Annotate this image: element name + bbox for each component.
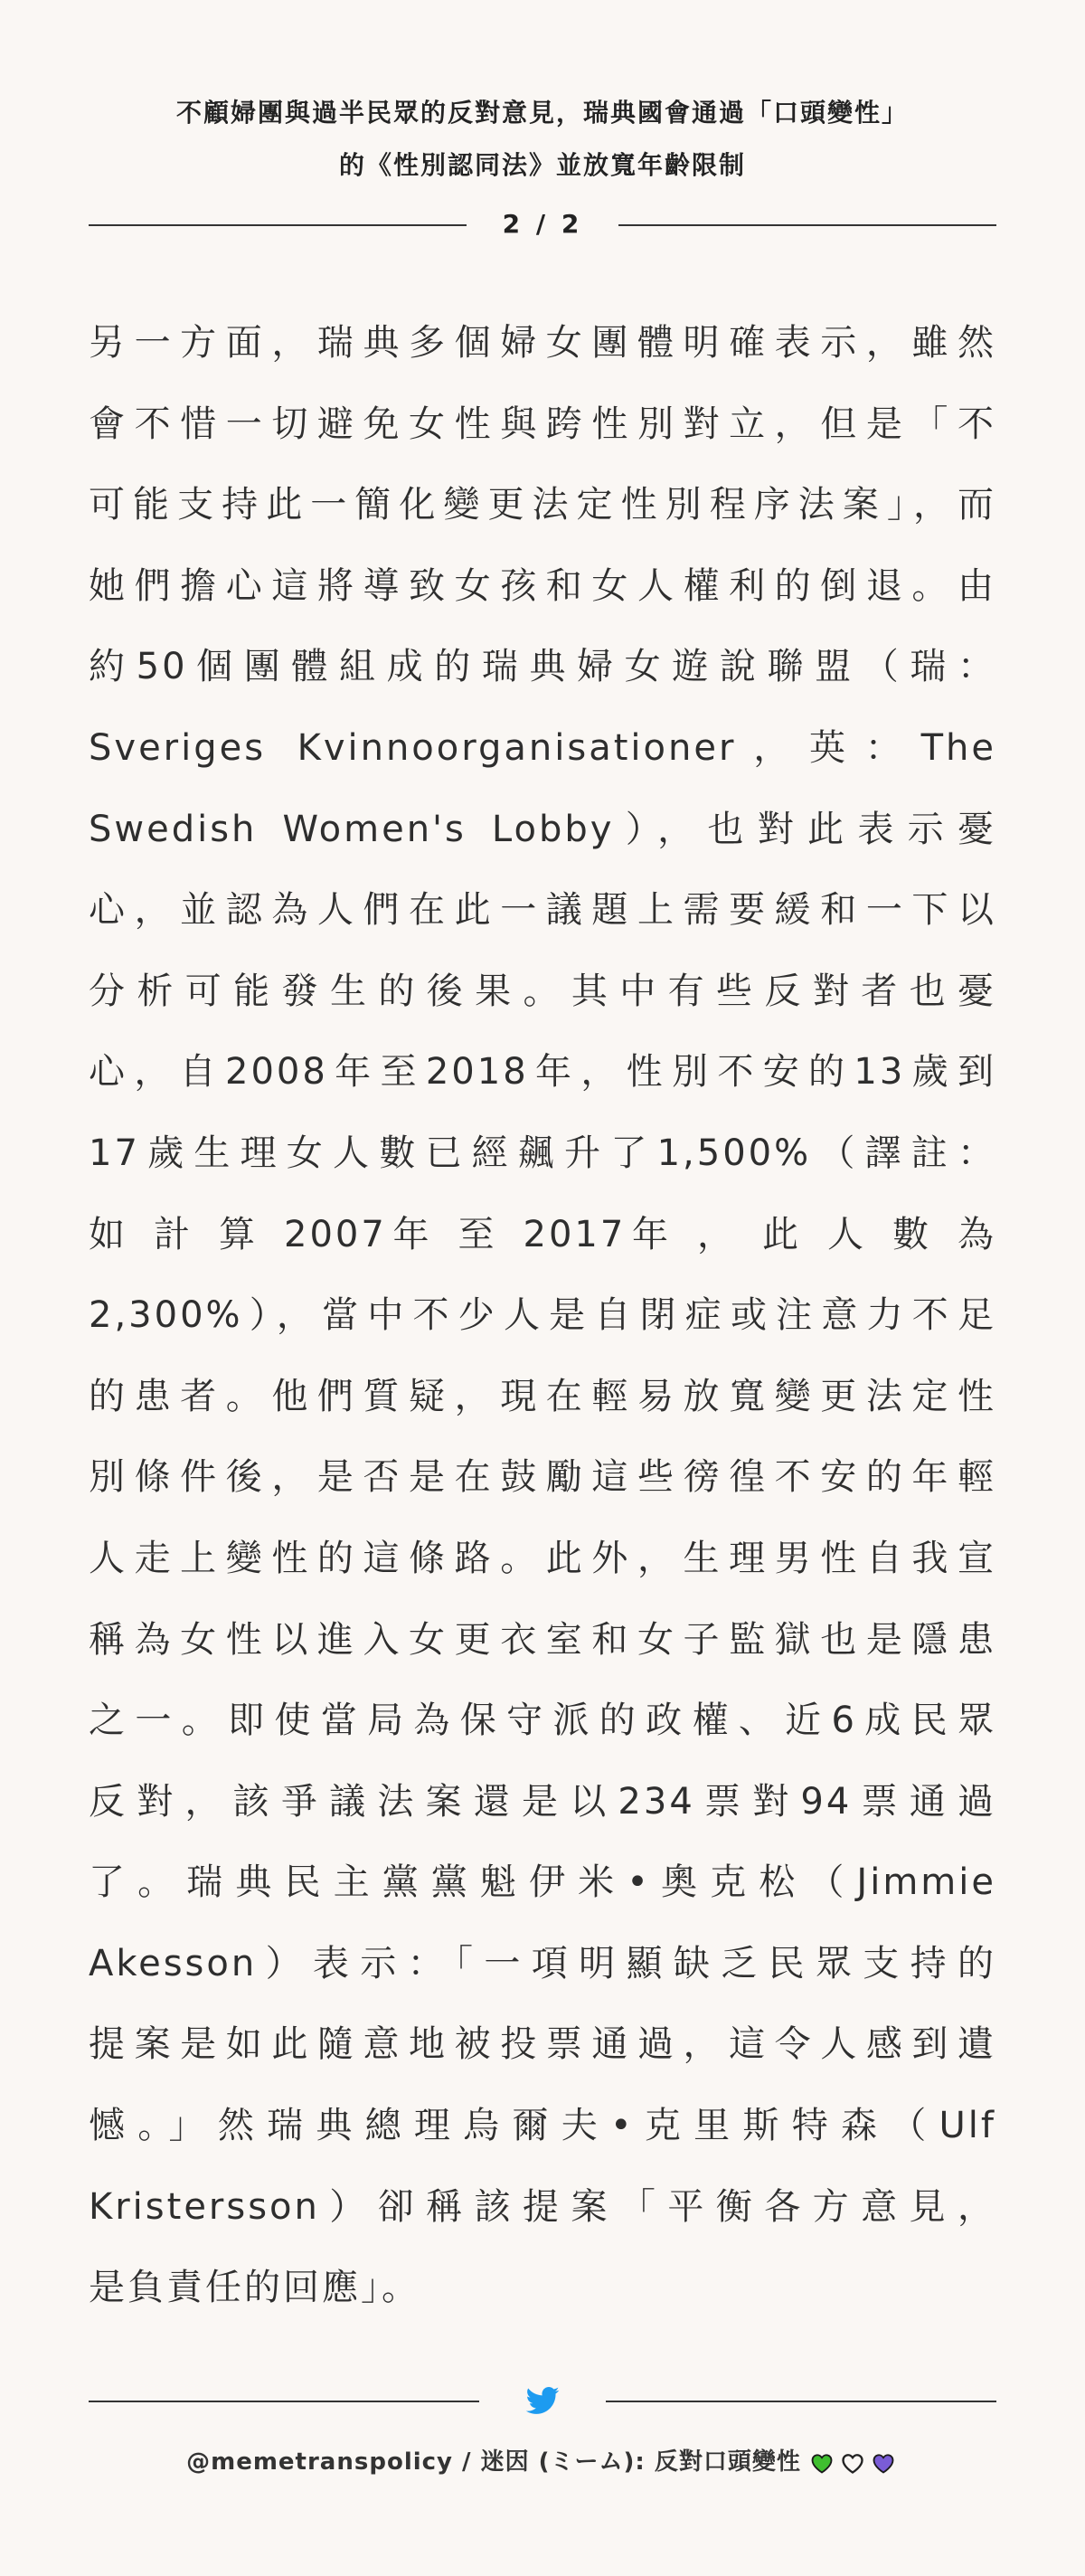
body-line: 她們擔心這將導致女孩和女人權利的倒退。由 [89, 564, 996, 607]
body-line: 的患者。他們質疑，現在輕易放寬變更法定性 [89, 1375, 996, 1417]
body-line: 了。瑞典民主黨黨魁伊米•奧克松（Jimmie [89, 1861, 996, 1904]
article-header [54, 87, 1031, 192]
twitter-bird-icon [524, 2383, 561, 2420]
body-line: 別條件後，是否是在鼓勵這些徬徨不安的年輕 [89, 1456, 996, 1499]
title-line-2: 的《性別認同法》並放寬年齡限制 [338, 150, 746, 180]
body-line: 人走上變性的這條路。此外，生理男性自我宣 [89, 1537, 996, 1579]
footer-divider [89, 2383, 996, 2429]
page-number: 2 / 2 [502, 209, 583, 239]
body-line: 另一方面，瑞典多個婦女團體明確表示，雖然 [89, 322, 996, 364]
body-line: 會不惜一切避免女性與跨性別對立，但是「不 [89, 402, 996, 445]
body-line: 是負責任的回應」。 [89, 2267, 420, 2309]
body-line: 約50個團體組成的瑞典婦女遊說聯盟（瑞： [89, 646, 996, 688]
body-line: 之一。即使當局為保守派的政權、近6成民眾 [89, 1700, 996, 1742]
purple-heart-icon [871, 2450, 896, 2476]
white-heart-icon [840, 2450, 865, 2476]
body-line: 心，並認為人們在此一議題上需要緩和一下以 [89, 889, 996, 932]
body-line: 17歲生理女人數已經飆升了1,500%（譯註： [89, 1132, 996, 1174]
divider-right [618, 224, 996, 226]
body-line: 如 計 算 2007年 至 2017年 ， 此 人 數 為 [89, 1213, 996, 1255]
page-indicator-bar [89, 206, 996, 242]
body-line: 提案是如此隨意地被投票通過，這令人感到遺 [89, 2023, 996, 2066]
body-line: 2,300%），當中不少人是自閉症或注意力不足 [89, 1294, 996, 1337]
heart-icons [807, 2443, 899, 2483]
body-line: 稱為女性以進入女更衣室和女子監獄也是隱患 [89, 1618, 996, 1661]
body-line: 憾。」然瑞典總理烏爾夫•克里斯特森（Ulf [89, 2105, 996, 2147]
body-line: Kristersson）卻稱該提案「平衡各方意見， [89, 2185, 996, 2228]
footer-divider-right [606, 2401, 996, 2402]
body-line: 心，自2008年至2018年，性別不安的13歲到 [89, 1051, 996, 1094]
title-line-1: 不顧婦團與過半民眾的反對意見，瑞典國會通過「口頭變性」 [175, 98, 909, 128]
body-line: Swedish Women's Lobby），也對此表示憂 [89, 808, 996, 850]
credit-text: @memetranspolicy / 迷因 (ミーム): 反對口頭變性 [186, 2448, 801, 2476]
body-line: Sveriges Kvinnoorganisationer，英：The [89, 726, 996, 769]
body-line: 分析可能發生的後果。其中有些反對者也憂 [89, 970, 996, 1012]
article-body [89, 303, 996, 2329]
body-line: 可能支持此一簡化變更法定性別程序法案」，而 [89, 484, 996, 526]
body-line: Akesson）表示：「一項明顯缺乏民眾支持的 [89, 1942, 996, 1984]
footer-credit [54, 2442, 1031, 2483]
green-heart-icon [809, 2450, 835, 2476]
footer-divider-left [89, 2401, 479, 2402]
body-line: 反對，該爭議法案還是以234票對94票通過 [89, 1780, 996, 1823]
